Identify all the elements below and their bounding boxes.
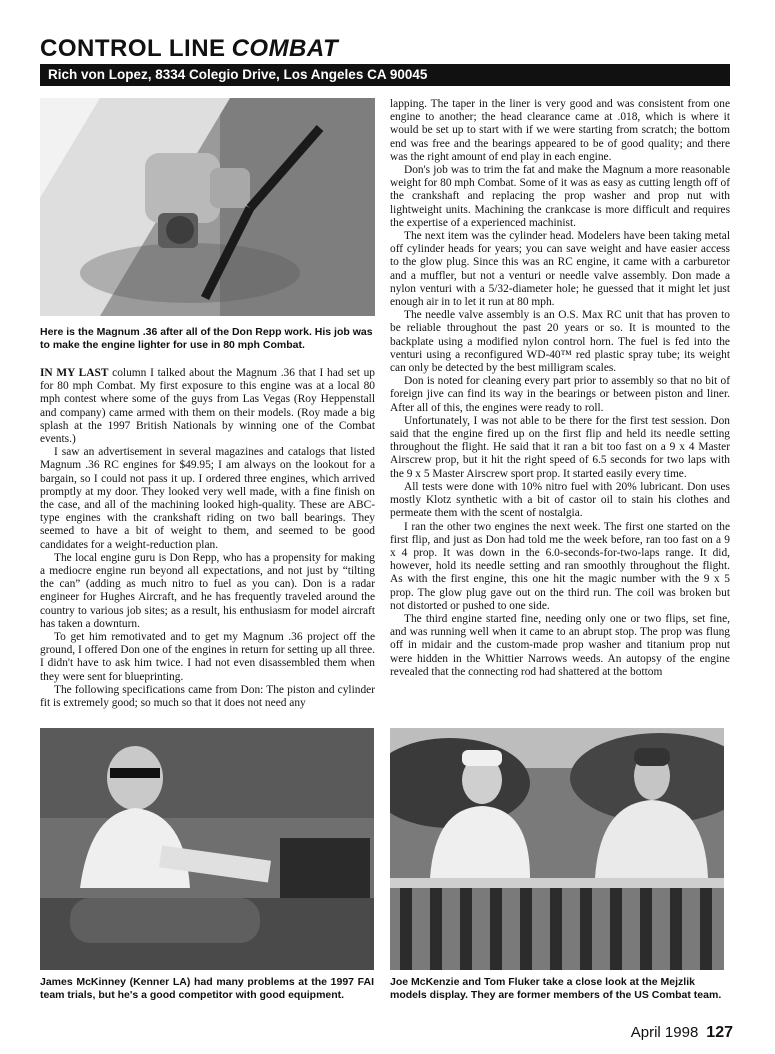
left-column <box>40 367 375 710</box>
paragraph: Don's job was to trim the fat and make the Magnum a more reasonable weight for 80 mph Combat. Some of it was as easy as cutting length off of the crankshaft and replacing the prop washer and prop nut with lightweight units. Machining the crankcase is more difficult and requires the expertise of a experienced machinist. <box>390 164 730 229</box>
page-footer <box>631 1024 733 1042</box>
mckenzie-fluker-photo <box>390 728 724 970</box>
paragraph: The third engine started fine, needing only one or two flips, set fine, and was running well when it came to an abrupt stop. The prop was flung off in midair and the custom-made prop washer and titanium prop nut were hidden in the Whittier Narrows weeds. An autopsy of the engine revealed that the connecting rod had shattered at the bottom <box>390 612 730 678</box>
paragraph: The needle valve assembly is an O.S. Max RC unit that has proven to be reliable throughout the past 20 years or so. It is mounted to the backplate using a modified nylon control horn. The fuel is fed into the venturi using a reconfigured WD-40™ red plastic spray tube; its weight can only be detected by the best milligram scales. <box>390 309 730 375</box>
mckinney-photo-caption: James McKinney (Kenner LA) had many problems at the 1997 FAI team trials, but he's a good competitor with good equipment. <box>40 976 374 1001</box>
title-main: CONTROL LINE <box>40 35 226 62</box>
page-number: 127 <box>706 1024 733 1041</box>
mckenzie-fluker-photo-caption: Joe McKenzie and Tom Fluker take a close look at the Mejzlik models display. They are former members of the US Combat team. <box>390 976 722 1001</box>
paragraph: The local engine guru is Don Repp, who has a propensity for making a mediocre engine run beyond all expectations, and not just by “tilting the can” (adding as much nitro to fuel as you can). Don is a radar engineer for Hughes Aircraft, and he has frequently traveled around the country to various job sites; as a result, his enthusiasm for model aircraft has taken a downturn. <box>40 551 375 630</box>
engine-photo <box>40 98 375 316</box>
paragraph: I saw an advertisement in several magazines and catalogs that listed Magnum .36 RC engines for $49.95; I am always on the lookout for a bargain, so I could not pass it up. I ordered three engines, which arrived promptly at my door. They looked very well made, with a fine finish on the case, and all of the machining looked high-quality. These are ABC-type engines with the crankshaft riding on two ball bearings. They seemed to have a bit of weight to them, and seemed to be good candidates for a weight-reduction plan. <box>40 446 375 551</box>
paragraph: To get him remotivated and to get my Magnum .36 project off the ground, I offered Don one of the engines in return for setting up all three. I didn't have to ask him twice. I had not even disassembled them when they were sent for blueprinting. <box>40 631 375 683</box>
paragraph <box>40 367 375 446</box>
author-byline: Rich von Lopez, 8334 Colegio Drive, Los Angeles CA 90045 <box>40 64 730 86</box>
paragraph: All tests were done with 10% nitro fuel with 20% lubricant. Don uses mostly Klotz synthetic with a bit of castor oil to stain his clothes and permeate them with the scent of nostalgia. <box>390 480 730 520</box>
paragraph: Don is noted for cleaning every part prior to assembly so that no bit of foreign jive can find its way in the bearings or between piston and liner. After all of this, the engines were ready to roll. <box>390 375 730 414</box>
paragraph: I ran the other two engines the next week. The first one started on the first flip, and just as Don had told me the week before, ran too fast on a 9 x 4 prop. It was down in the 6.0-seconds-for-two-laps range. It did, however, hold its needle setting and ran smoothly throughout the flight. As with the first engine, this one hit the magic number with the 9 x 5 prop. The glow plug gave out on the third run. The coil was broken but not distorted or pushed to one side. <box>390 520 730 612</box>
mckinney-photo <box>40 728 374 970</box>
paragraph: Unfortunately, I was not able to be there for the first test session. Don said that the engine fired up on the first flip and held its needle setting throughout the flight. He said that it ran a bit too fast on a 9 x 4 Master Airscrew prop, but it hit the right speed of 6.5 seconds for two laps with the 9 x 5 Master Airscrew sport prop. It started easily every time. <box>390 414 730 480</box>
right-column <box>390 98 730 679</box>
paragraph: The following specifications came from Don: The piston and cylinder fit is extremely good; so much so that it does not need any <box>40 683 375 710</box>
issue-date: April 1998 <box>630 1024 699 1041</box>
title-italic: COMBAT <box>231 35 339 62</box>
paragraph: The next item was the cylinder head. Modelers have been taking metal off cylinder heads for years; you can save weight and have easier access to the glow plug. Since this was an RC engine, it came with a carburetor and a muffler, but not a venturi or needle valve assembly. Don made a nylon venturi with a 5/32-diameter hole; he guessed that it might let just enough air in to let it run at 80 mph. <box>390 230 730 309</box>
paragraph: lapping. The taper in the liner is very good and was consistent from one engine to another; the head clearance came at .018, which is where it would be set up to start with if we were starting from scratch; the bottom end was free and the bearings appeared to be of good quality; and there was the right amount of end play in each engine. <box>390 98 730 163</box>
paragraph-text: column I talked about the Magnum .36 that I had set up for 80 mph Combat. My first exposure to this engine was at a local 80 mph contest where some of the guys from Las Vegas (Roy Heppenstall and company) came armed with them on their models. (Roy made a big splash at the 1997 British Nationals by winning one of the Combat events.) <box>40 367 375 446</box>
page-title <box>40 35 338 63</box>
lead-in: IN MY LAST <box>40 367 109 379</box>
engine-photo-caption: Here is the Magnum .36 after all of the Don Repp work. His job was to make the engine lighter for use in 80 mph Combat. <box>40 326 373 351</box>
